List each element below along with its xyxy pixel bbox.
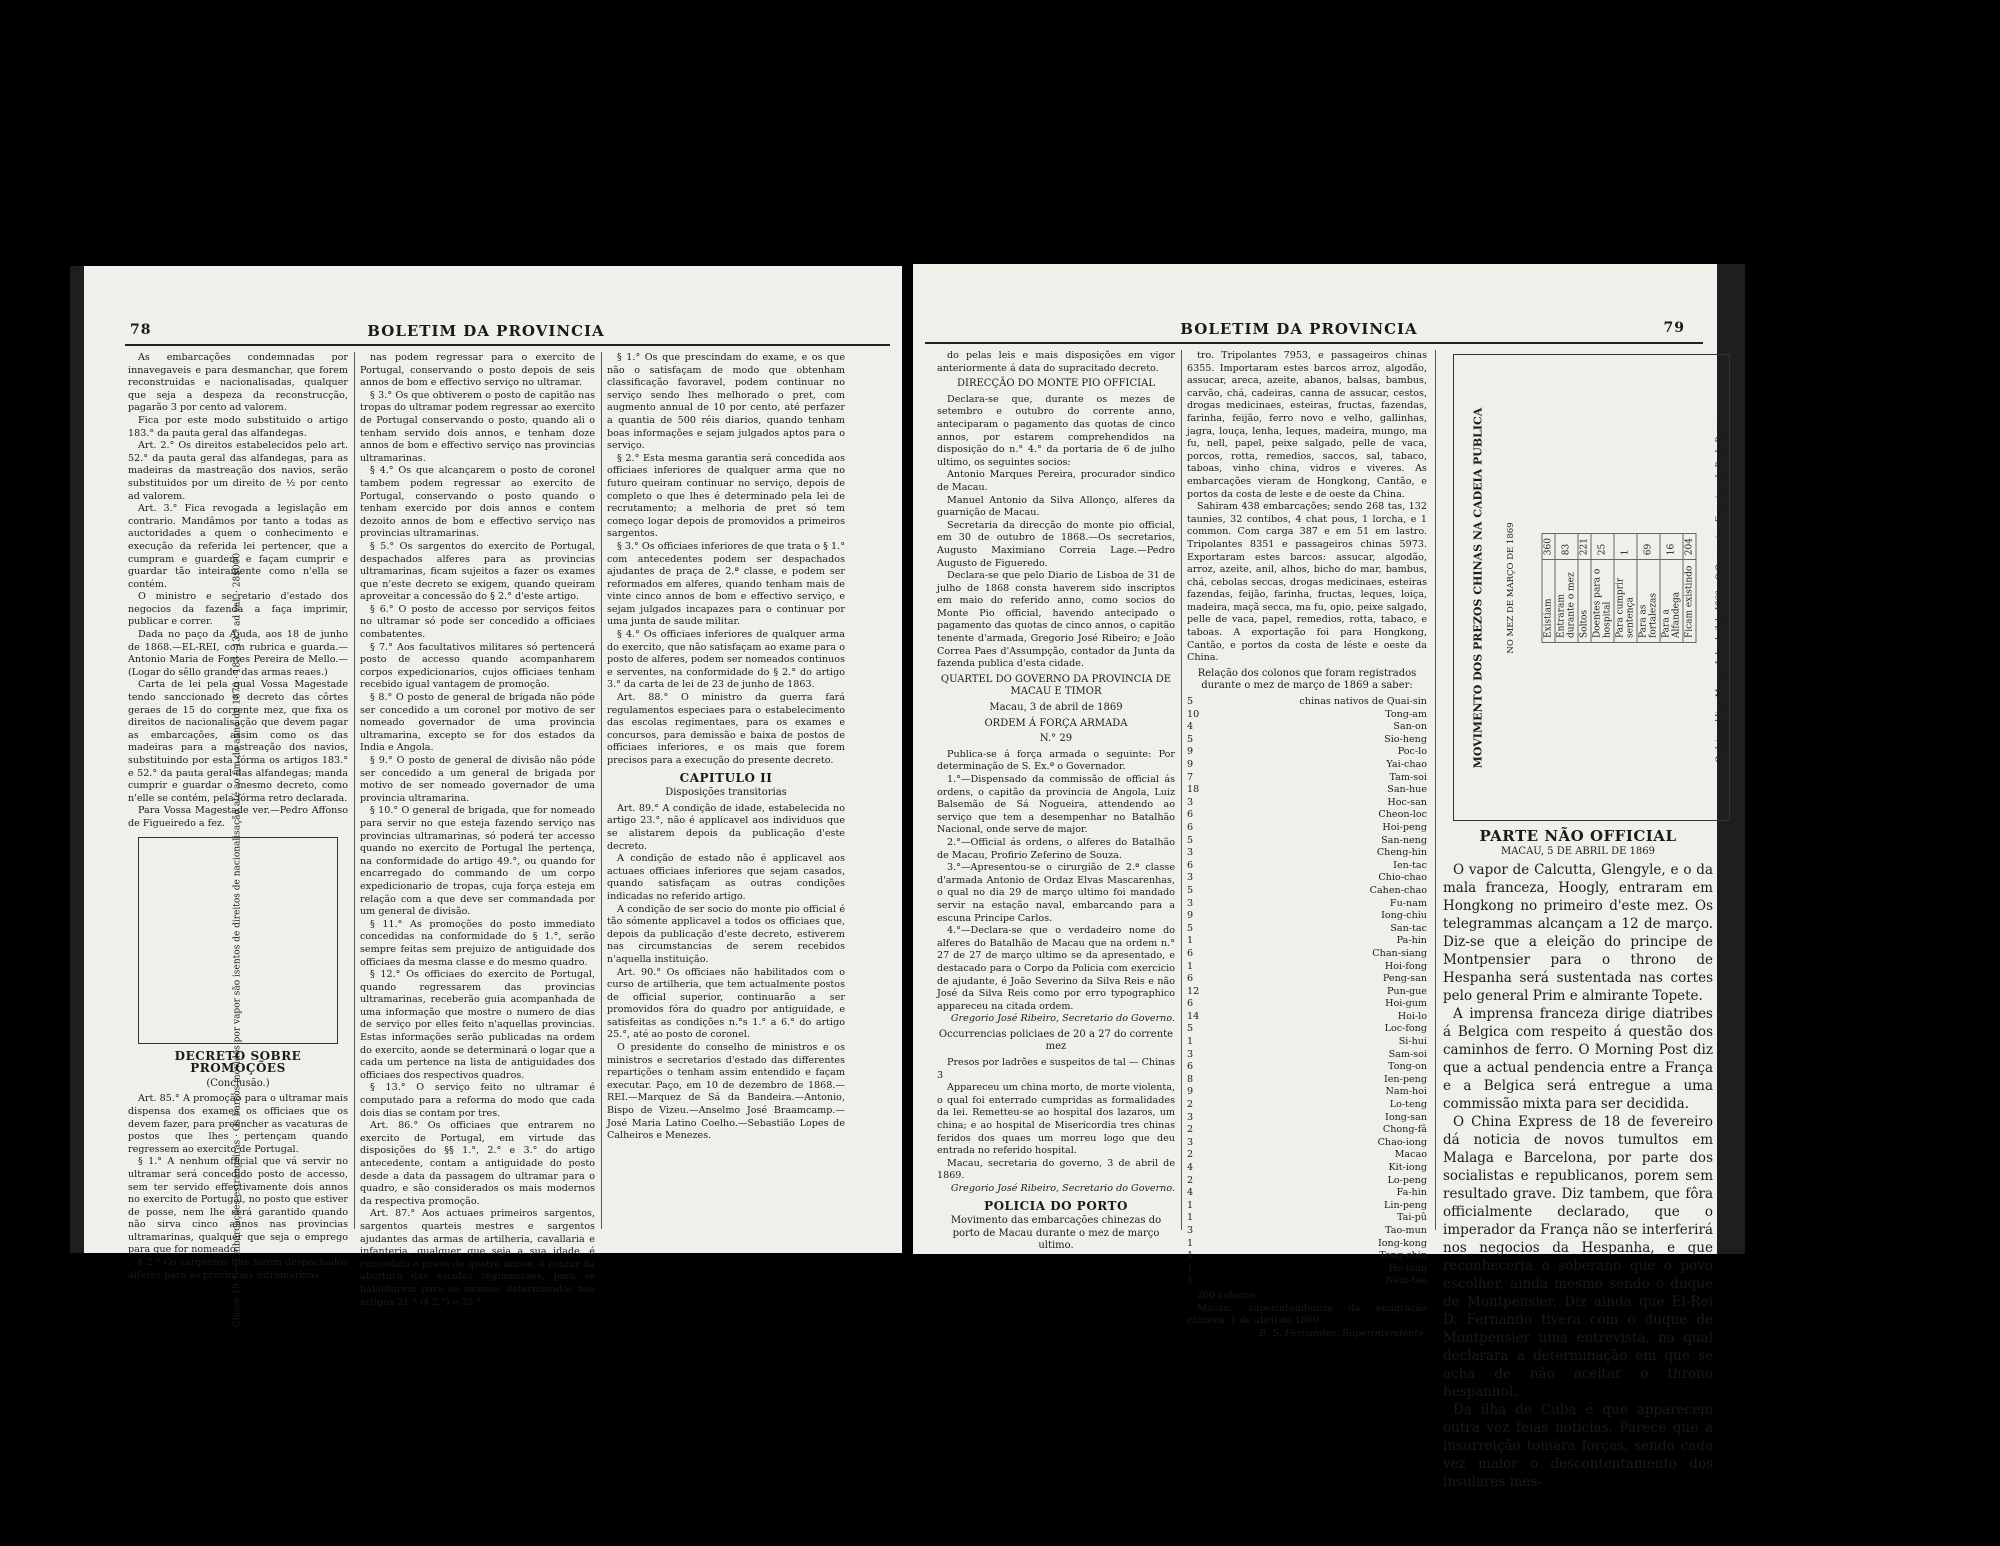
colonos-row bbox=[1187, 935, 1427, 948]
colonos-place: Iong-kong bbox=[1377, 1237, 1427, 1249]
ordem-number: N.° 29 bbox=[1039, 733, 1073, 745]
colonos-row bbox=[1187, 696, 1427, 709]
stat-cell-label: Para as fortalezas bbox=[1637, 559, 1660, 642]
paragraph: Secretaria da direcção do monte pio official, em 30 de outubro de 1868.—Os secretarios, Augusto Maximiano Correia Lage.—Pedro Augusto de Figueredo. bbox=[937, 519, 1175, 569]
stat-cell-total: 1 bbox=[1614, 533, 1637, 559]
chapter-title: CAPITULO II bbox=[679, 770, 773, 785]
colonos-count: 1 bbox=[1187, 1237, 1194, 1249]
signature: Gregorio José Ribeiro, Secretario do Governo. bbox=[950, 1183, 1175, 1194]
decree-title: DECRETO SOBRE PROMOÇÕES bbox=[174, 1048, 302, 1076]
colonos-count: 6 bbox=[1187, 821, 1194, 833]
colonos-place: chinas nativos de Quai-sin bbox=[1299, 696, 1427, 708]
colonos-row bbox=[1187, 948, 1427, 961]
colonos-place: Poc-lo bbox=[1397, 746, 1427, 758]
right-column-2 bbox=[1187, 350, 1427, 1339]
colonos-place: Loc-fong bbox=[1384, 1023, 1427, 1035]
left-header-title: BOLETIM DA PROVINCIA bbox=[367, 322, 605, 340]
colonos-row bbox=[1187, 910, 1427, 923]
colonos-row bbox=[1187, 1275, 1427, 1288]
colonos-row bbox=[1187, 885, 1427, 898]
colonos-count: 2 bbox=[1187, 1174, 1194, 1186]
colonos-row bbox=[1187, 872, 1427, 885]
paragraph: tro. Tripolantes 7953, e passageiros chinas 6355. Importaram estes barcos arroz, algodão, assucar, areca, azeite, abanos, balsas, bambus, carvão, chá, cadeiras, canna de assucar, cestos, drogas medicinaes, esteiras, fructas, fazendas, farinha, feijão, ferro novo e velho, gallinhas, jagra, louça, lenha, leques, madeira, mungo, ma fu, nell, papel, peixe salgado, pelle de vaca, porcos, rotta, remedios, saccos, sal, tabaco, taboas, vinho china, vidros e viveres. As embarcações vieram de Hongkong, Cantão, e portos da costa de leste e de oeste da China. bbox=[1187, 350, 1427, 500]
colonos-count: 12 bbox=[1187, 985, 1200, 997]
stat-cell-label: Soltos bbox=[1578, 559, 1591, 642]
colonos-place: Chong-fâ bbox=[1382, 1124, 1427, 1136]
ordem-title: ORDEM Á FORÇA ARMADA bbox=[984, 717, 1128, 729]
stat-subtitle: NO MEZ DE MARÇO DE 1869 bbox=[1506, 521, 1516, 654]
colonos-count: 1 bbox=[1187, 1262, 1194, 1274]
stat-row bbox=[1555, 533, 1578, 642]
paragraph: Art. 87.° Aos actuaes primeiros sargentos, sargentos quarteis mestres e sargentos ajudantes das armas de artilheria, cavallaria e infanteria, qualquer que seja a sua idade, é concedido o praso de quatro annos, a contar da abertura das escolas regimentaes, para se habilitarem para os exames determinados nos artigos 21.° (§ 2.°) e 35.° bbox=[360, 1208, 595, 1308]
paragraph: Presos por ladrões e suspeitos de tal — Chinas 3 bbox=[937, 1057, 1175, 1081]
colonos-count: 3 bbox=[1187, 1224, 1194, 1236]
stat-row bbox=[1683, 533, 1696, 642]
colonos-row bbox=[1187, 1011, 1427, 1024]
colonos-place: San-hue bbox=[1387, 784, 1427, 796]
colonos-count: 1 bbox=[1187, 1275, 1194, 1287]
stat-footer: Cadeia publica, Macau, 1 de abril de 1869.—O Carcereiro, Francisco de Paula Barros. bbox=[1714, 412, 1724, 763]
decree-subtitle: (Conclusão.) bbox=[206, 1077, 270, 1089]
paragraph: O ministro e secretario d'estado dos negocios da fazenda a faça imprimir, publicar e correr. bbox=[128, 591, 348, 628]
colonos-place: Sio-heng bbox=[1384, 733, 1427, 745]
paragraph: § 3.° Os officiaes inferiores de que trata o § 1.° com antecedentes podem ser despachados ajudantes de praça de 2.ª classe, e podem ser reformados em alferes, quando tenham mais de vinte cinco annos de bom e effectivo serviço, e sejam julgados incapazes para o continuar por uma junta de saude militar. bbox=[607, 540, 845, 628]
paragraph: § 4.° Os officiaes inferiores de qualquer arma do exercito, que não satisfaçam ao exame para o posto de alferes, podem ser nomeados continuos e serventes, na conformidade do § 2.° do artigo 3.° da carta de lei de 23 de junho de 1863. bbox=[607, 629, 845, 691]
colonos-row bbox=[1187, 1036, 1427, 1049]
colonos-row bbox=[1187, 847, 1427, 860]
colonos-count: 5 bbox=[1187, 884, 1194, 896]
colonos-place: Nam-hoi bbox=[1385, 1086, 1427, 1098]
paragraph: § 1.° Os que prescindam do exame, e os que não o satisfaçam de modo que obtenham classificação favoravel, podem continuar no serviço sendo lhes melhorado o pret, com augmento annual de 10 por cento, até perfazer a quantia de 500 réis diarios, quando tenham boas informações e sejam julgados aptos para o serviço. bbox=[607, 352, 845, 452]
colonos-count: 3 bbox=[1187, 897, 1194, 909]
colonos-count: 2 bbox=[1187, 1099, 1194, 1111]
colonos-row bbox=[1187, 1074, 1427, 1087]
stat-row bbox=[1591, 533, 1614, 642]
colonos-place: San-on bbox=[1393, 721, 1427, 733]
colonos-place: Si-hui bbox=[1398, 1036, 1427, 1048]
colonos-place: Kit-iong bbox=[1388, 1162, 1427, 1173]
stat-cell-total: 360 bbox=[1542, 533, 1555, 559]
colonos-place: Lin-peng bbox=[1384, 1199, 1427, 1211]
quartel-title: QUARTEL DO GOVERNO DA PROVINCIA DE MACAU E TIMOR bbox=[940, 673, 1172, 698]
colonos-place: Chan-siang bbox=[1372, 947, 1427, 959]
colonos-place: Peng-san bbox=[1382, 973, 1427, 985]
colonos-count: 6 bbox=[1187, 1061, 1194, 1073]
paragraph: Art. 90.° Os officiaes não habilitados com o curso de artilheria, que tem actualmente postos de official superior, continuarão a ser promovidos fóra do quadro por antiguidade, e satisfeitas as condições n.°s 1.° a 6.° do artigo 25.°, até ao posto de coronel. bbox=[607, 966, 845, 1041]
colonos-row bbox=[1187, 709, 1427, 722]
column-divider bbox=[354, 352, 355, 1229]
colonos-row bbox=[1187, 1225, 1427, 1238]
colonos-row bbox=[1187, 1112, 1427, 1125]
colonos-row bbox=[1187, 986, 1427, 999]
paragraph: Macau, secretaria do governo, 3 de abril de 1869. bbox=[937, 1157, 1175, 1182]
paragraph: Art. 86.° Os officiaes que entrarem no exercito de Portugal, em virtude das disposições do §§ 1.°, 2.° e 3.° do artigo antecedente, contam a antiguidade do posto desde a data da passagem do ultramar para o quadro, e são considerados os mais modernos da respectiva promoção. bbox=[360, 1120, 595, 1207]
colonos-place: Ien-tac bbox=[1393, 859, 1427, 871]
colonos-count: 3 bbox=[1187, 1111, 1194, 1123]
paragraph: do pelas leis e mais disposições em vigor anteriormente á data do supracitado decreto. bbox=[937, 350, 1175, 374]
colonos-place: Nam-tao bbox=[1385, 1275, 1427, 1287]
signature: B. S. Fernandes, Superintendente. bbox=[1259, 1327, 1427, 1339]
paragraph: 3.°—Apresentou-se o cirurgião de 2.ª classe d'armada Antonio de Ordaz Elvas Mascarenhas, o qual no dia 29 de março ultimo foi mandado servir na estação naval, embarcando para a escuna Principe Carlos. bbox=[937, 862, 1175, 924]
stat-cell-label: Para cumprir sentença bbox=[1614, 559, 1637, 642]
colonos-row bbox=[1187, 784, 1427, 797]
parte-title: PARTE NÃO OFFICIAL bbox=[1479, 827, 1677, 845]
stat-cell-label: Doentes para o hospital bbox=[1591, 559, 1614, 642]
parte-date: MACAU, 5 DE ABRIL DE 1869 bbox=[1500, 845, 1656, 857]
paragraph: Art. 89.° A condição de idade, estabelecida no artigo 23.°, não é applicavel aos individuos que se alistarem depois da publicação d'este decreto. bbox=[607, 802, 845, 852]
stat-cell-total: 83 bbox=[1555, 533, 1578, 559]
colonos-place: Fa-hin bbox=[1396, 1187, 1427, 1199]
colonos-count: 5 bbox=[1187, 696, 1194, 708]
paragraph: § 3.° Os que obtiverem o posto de capitão nas tropas do ultramar podem regressar ao exercito de Portugal conservando o posto, quando ali o tenham servido dois annos, e tenham doze annos de bom e effectivo serviço nas provincias ultramarinas. bbox=[360, 389, 595, 464]
stat-cell-total: 69 bbox=[1637, 533, 1660, 559]
stat-row bbox=[1614, 533, 1637, 642]
colonos-place: Pun-gue bbox=[1386, 985, 1427, 997]
paragraph: § 8.° O posto de general de brigada não póde ser concedido a um coronel por motivo de ser nomeado governador de uma provincia ultramarina, excepto se for dos estados da India e Angola. bbox=[360, 692, 595, 754]
colonos-row bbox=[1187, 1137, 1427, 1150]
colonos-place: Tong-on bbox=[1388, 1061, 1427, 1073]
left-column-2 bbox=[360, 352, 595, 1308]
right-header bbox=[913, 320, 1745, 342]
colonos-count: 6 bbox=[1187, 973, 1194, 985]
colonos-row bbox=[1187, 772, 1427, 785]
colonos-count: 3 bbox=[1187, 872, 1194, 884]
paragraph: § 11.° As promoções do posto immediato concedidas na conformidade do § 1.°, serão sempre feitas sem prejuizo de antiguidade dos officiaes da mesma classe e do mesmo quadro. bbox=[360, 918, 595, 968]
paragraph: Da ilha de Cuba é que apparecem outra vez feias noticias. Parece que a insurreição tomára forças, sendo cada vez maior o descontentamento dos insulares mes- bbox=[1443, 1402, 1713, 1491]
colonos-count: 4 bbox=[1187, 1162, 1194, 1173]
stat-cell-label: Existiam bbox=[1542, 559, 1555, 642]
colonos-row bbox=[1187, 1049, 1427, 1062]
colonos-count: 18 bbox=[1187, 784, 1200, 796]
colonos-place: Cheon-loc bbox=[1378, 809, 1427, 821]
paragraph: As embarcações condemnadas por innavegaveis e para desmanchar, que forem reconstruidas e nacionalisadas, qualquer que seja a despeza da reconstrucção, pagarão 3 por cento ad valorem. bbox=[128, 352, 348, 414]
paragraph: § 12.° Os officiaes do exercito de Portugal, quando regressarem das provincias ultramarinas, receberão guia acompanhada de uma informação que mostre o numero de dias de serviço por elles feito n'aquellas provincias. Estas informações serão publicadas na ordem do exercito, aonde se determinará o logar que a cada um pertence na lista de antiguidades dos officiaes dos respectivos quadros. bbox=[360, 969, 595, 1081]
colonos-place: Tai-pû bbox=[1396, 1212, 1427, 1224]
left-column-1 bbox=[128, 352, 348, 1328]
paragraph: Fica por este modo substituido o artigo 183.° da pauta geral das alfandegas. bbox=[128, 414, 348, 439]
colonos-count: 6 bbox=[1187, 998, 1194, 1010]
colonos-row bbox=[1187, 923, 1427, 936]
paragraph: Appareceu um china morto, de morte violenta, o qual foi enterrado cumpridas as formalidades da lei. Remetteu-se ao hospital dos lazaros, um china; e ao hospital de Misericordia tres chinas feridos dos quaes um morreu logo que deu entrada no referido hospital. bbox=[937, 1082, 1175, 1157]
stat-cell-label: Ficam existindo bbox=[1683, 559, 1696, 642]
colonos-row bbox=[1187, 734, 1427, 747]
colonos-count: 7 bbox=[1187, 771, 1194, 783]
paragraph: Declara-se que pelo Diario de Lisboa de 31 de julho de 1868 consta haverem sido inscriptos em maio do referido anno, como socios do Monte Pio official, havendo antecipado o pagamento das quotas de cinco annos, o capitão tenente d'armada, Gregorio José Ribeiro; e João Correa Paes d'Assumpção, contador da Junta da fazenda publica d'esta cidade. bbox=[937, 570, 1175, 670]
classe-19-table-text: Classe 19.ª — Embarcações estrangeiras · Os barcos movidos por vapor são isentos de direitos de nacionalisação até ao fim do anno de 1870 · 183 · 13.ª ad val. · 28$000 bbox=[232, 552, 243, 1328]
paragraph: § 10.° O general de brigada, que for nomeado para servir no que esteja fazendo serviço nas provincias ultramarinas, só poderá ter accesso quando no exercito de Portugal lhe pertença, na conformidade do artigo 49.°, ou quando for encarregado do commando de um corpo expedicionario de tropas, cuja força esteja em relação com a que deve ser commandada por um general de divisão. bbox=[360, 805, 595, 918]
paragraph: Carta de lei pela qual Vossa Magestade tendo sanccionado o decreto das côrtes geraes de 15 do corrente mez, que fixa os direitos de nacionalisação que devem pagar as embarcações, assim como os das madeiras para a mastreação dos navios, substituindo por esta fórma os artigos 183.° e 52.° da pauta geral das alfandegas; manda cumprir e guardar o mesmo decreto, como n'elle se contém, pela fórma retro declarada. bbox=[128, 679, 348, 804]
colonos-count: 9 bbox=[1187, 759, 1194, 770]
left-page bbox=[70, 266, 902, 1328]
colonos-place: Sam-soi bbox=[1388, 1048, 1427, 1060]
colonos-place: Hoi-lo bbox=[1397, 1010, 1427, 1022]
colonos-row bbox=[1187, 1175, 1427, 1188]
colonos-row bbox=[1187, 1263, 1427, 1276]
stat-grid bbox=[1542, 533, 1697, 643]
left-header bbox=[70, 322, 902, 344]
paragraph: 4.°—Declara-se que o verdadeiro nome do alferes do Batalhão de Macau que na ordem n.° 27 de 27 de março ultimo se da apresentado, e destacado para o Corpo da Policia com exercicio de ajudante, é João Severino da Silva Reis e não José da Silva Reis como por erro typographico appareceu na citada ordem. bbox=[937, 925, 1175, 1012]
ocorrencias-title: Occurrencias policiaes de 20 a 27 do corrente mez bbox=[938, 1028, 1174, 1053]
colonos-row bbox=[1187, 998, 1427, 1011]
chapter-subtitle: Disposições transitorias bbox=[665, 787, 787, 799]
colonos-row bbox=[1187, 1124, 1427, 1137]
right-header-rule bbox=[925, 342, 1703, 344]
colonos-row bbox=[1187, 1187, 1427, 1200]
colonos-place: Hoc-san bbox=[1387, 796, 1427, 808]
colonos-count: 1 bbox=[1187, 1199, 1194, 1211]
paragraph: Sahiram 438 embarcações; sendo 268 tas, 132 taunies, 32 contibos, 4 chat pous, 1 lorcha, e 1 common. Com carga 387 e em 51 em lastro. Tripolantes 8351 e passageiros chinas 5973. Exportaram estes barcos: assucar, algodão, arroz, azeite, anil, alhos, bicho do mar, bambus, chá, cebolas seccas, drogas medicinaes, esteiras fazendas, feijão, farinha, fructas, leques, loiça, madeira, maçã secca, ma fu, opio, peixe salgado, pelle de vaca, papel, remedios, rotta, tabaco, e taboas. A exportação foi para Hongkong, Cantão, e portos da costa de léste e oeste da China. bbox=[1187, 501, 1427, 664]
colonos-place: Tong-am bbox=[1385, 708, 1427, 720]
colonos-place: Yai-chao bbox=[1386, 759, 1427, 770]
stat-cell-total: 221 bbox=[1578, 533, 1591, 559]
colonos-row bbox=[1187, 1023, 1427, 1036]
colonos-place: Iong-chiu bbox=[1381, 910, 1427, 922]
paragraph: O vapor de Calcutta, Glengyle, e o da mala franceza, Hoogly, entraram em Hongkong no primeiro d'este mez. Os telegrammas alcançam a 12 de março. Diz-se que a eleição do principe de Montpensier para o throno de Hespanha será sustentada nas cortes pelo general Prim e almirante Topete. bbox=[1443, 862, 1713, 1005]
colonos-count: 2 bbox=[1187, 1149, 1194, 1161]
stat-cell-total: 204 bbox=[1683, 533, 1696, 559]
stat-cell-total: 25 bbox=[1591, 533, 1614, 559]
left-column-3 bbox=[607, 352, 845, 1229]
colonos-row bbox=[1187, 1212, 1427, 1225]
colonos-count: 5 bbox=[1187, 834, 1194, 846]
right-page-number: 79 bbox=[1663, 320, 1685, 336]
colonos-count: 10 bbox=[1187, 708, 1200, 720]
colonos-row bbox=[1187, 860, 1427, 873]
colonos-place: Lo-peng bbox=[1387, 1174, 1427, 1186]
colonos-count: 3 bbox=[1187, 1048, 1194, 1060]
paragraph: § 2.° Os sargentos que forem despachados alferes para as provincias ultramarinas bbox=[128, 1257, 348, 1281]
paragraph: § 7.° Aos facultativos militares só pertencerá posto de accesso quando acompanharem corpos expedicionarios, cujos officiaes tenham recebido igual vantagem de promoção. bbox=[360, 641, 595, 691]
colonos-list bbox=[1187, 696, 1427, 1288]
right-column-1 bbox=[937, 350, 1175, 1252]
paragraph: O presidente do conselho de ministros e os ministros e secretarios d'estado das differentes repartições o tenham assim entendido e façam executar. Paço, em 10 de dezembro de 1868.—REI.—Marquez de Sá da Bandeira.—Antonio, Bispo de Vizeu.—Anselmo José Braamcamp.—José Maria Latino Coelho.—Sebastião Lopes de Calheiros e Menezes. bbox=[607, 1042, 845, 1142]
colonos-row bbox=[1187, 835, 1427, 848]
paragraph: A condição de ser socio do monte pio official é tão sómente applicavel a todos os officiaes que, depois da publicação d'este decreto, estiverem nas circumstancias de serem recebidos n'aquella instituição. bbox=[607, 903, 845, 965]
colonos-count: 1 bbox=[1187, 1250, 1194, 1262]
paragraph: § 2.° Esta mesma garantia será concedida aos officiaes inferiores de qualquer arma que no futuro queiram continuar no serviço, depois de completo o que lhes é determinado pela lei de recrutamento; a melhoria de pret só tem começo logar depois de promovidos a primeiros sargentos. bbox=[607, 452, 845, 540]
colonos-count: 4 bbox=[1187, 1187, 1194, 1199]
left-binding-edge bbox=[70, 266, 84, 1253]
colonos-place: Iong-san bbox=[1385, 1111, 1427, 1123]
colonos-count: 6 bbox=[1187, 859, 1194, 871]
colonos-row bbox=[1187, 759, 1427, 772]
colonos-count: 1 bbox=[1187, 960, 1194, 972]
column-divider bbox=[601, 352, 602, 1229]
colonos-row bbox=[1187, 1250, 1427, 1263]
colonos-count: 9 bbox=[1187, 746, 1194, 758]
colonos-count: 14 bbox=[1187, 1010, 1200, 1022]
colonos-count: 9 bbox=[1187, 1086, 1194, 1098]
stat-cell-label: Entraram durante o mez bbox=[1555, 559, 1578, 642]
colonos-place: Chio-chao bbox=[1378, 872, 1427, 884]
stat-row bbox=[1637, 533, 1660, 642]
paragraph: A imprensa franceza dirige diatribes á Belgica com respeito á questão dos caminhos de ferro. O Morning Post diz que a actual pendencia entre a França e a Belgica será entregue a uma commissão mixta para ser decidida. bbox=[1443, 1006, 1713, 1113]
colonos-row bbox=[1187, 961, 1427, 974]
paragraph: Manuel Antonio da Silva Allonço, alferes da guarnição de Macau. bbox=[937, 494, 1175, 519]
colonos-place: Ho-iong bbox=[1388, 1262, 1427, 1274]
colonos-place: Hoi-peng bbox=[1382, 821, 1427, 833]
paragraph: Para Vossa Magestade ver.—Pedro Affonso de Figueiredo a fez. bbox=[128, 805, 348, 829]
colonos-row bbox=[1187, 822, 1427, 835]
stat-row bbox=[1578, 533, 1591, 642]
colonos-row bbox=[1187, 809, 1427, 822]
colonos-count: 3 bbox=[1187, 847, 1194, 859]
colonos-place: Pa-hin bbox=[1396, 935, 1427, 947]
paragraph: nas podem regressar para o exercito de Portugal, conservando o posto depois de seis annos de bom e effectivo serviço no ultramar. bbox=[360, 352, 595, 389]
right-column-3 bbox=[1443, 826, 1713, 1491]
paragraph: Art. 85.° A promoção para o ultramar mais dispensa dos exames os officiaes que os devem fazer, para preencher as vacaturas de postos que lhes pertençam quando regressem ao exercito de Portugal. bbox=[128, 1093, 348, 1155]
colonos-place: Tao-mun bbox=[1385, 1224, 1427, 1236]
paragraph: § 13.° O serviço feito no ultramar é computado para a reforma do modo que cada dois dias se contam por tres. bbox=[360, 1082, 595, 1119]
stat-cell-total: 16 bbox=[1660, 533, 1683, 559]
colonos-place: San-tac bbox=[1390, 922, 1427, 934]
colonos-count: 6 bbox=[1187, 947, 1194, 959]
colonos-place: Chao-iong bbox=[1377, 1136, 1427, 1148]
paragraph: Publica-se á força armada o seguinte: Por determinação de S. Ex.ª o Governador. bbox=[937, 748, 1175, 773]
colonos-place: Lo-teng bbox=[1389, 1099, 1427, 1111]
stat-cell-label: Para a Alfandega bbox=[1660, 559, 1683, 642]
colonos-count: 8 bbox=[1187, 1073, 1194, 1085]
colonos-place: Tam-soi bbox=[1389, 771, 1427, 783]
paragraph: § 5.° Os sargentos do exercito de Portugal, despachados alferes para as provincias ultramarinas, ficam sujeitos a fazer os exames que n'este decreto se exigem, quando queiram aproveitar a concessão do § 2.° d'este artigo. bbox=[360, 540, 595, 603]
paragraph: Art. 88.° O ministro da guerra fará regulamentos especiaes para o estabelecimento das escolas regimentaes, para os exames e concursos, para demissão e baixa de postos de officiaes inferiores, e os mais que forem precisos para a execução do presente decreto. bbox=[607, 692, 845, 766]
colonos-row bbox=[1187, 1238, 1427, 1251]
colonos-total: 200 colonos bbox=[1197, 1289, 1256, 1301]
paragraph: Dada no paço da Ajuda, aos 18 de junho de 1868.—EL-REI, com rubrica e guarda.—Antonio Maria de Fontes Pereira de Mello.—(Logar do sêllo grande das armas reaes.) bbox=[128, 629, 348, 678]
colonos-row bbox=[1187, 973, 1427, 986]
colonos-place: Hoi-gum bbox=[1385, 998, 1427, 1010]
stat-row bbox=[1660, 533, 1683, 642]
paragraph: Art. 3.° Fica revogada a legislação em contrario. Mandâmos por tanto a todas as auctoridades a quem o conhecimento e execução da referida lei pertencer, que a cumpram e guardem e façam cumprir e guardar tão inteiramente como n'ella se contém. bbox=[128, 503, 348, 590]
colonos-place: Hoi-fong bbox=[1384, 960, 1427, 972]
paragraph: § 1.° A nenhum official que vá servir no ultramar será concedido posto de accesso, sem ter servido effectivamente dois annos no exercito de Portugal, no posto que estiver de posse, nem lhe será garantido quando não sirva cinco annos nas provincias ultramarinas, qualquer que seja o emprego para que for nomeado. bbox=[128, 1156, 348, 1256]
colonos-count: 5 bbox=[1187, 733, 1194, 745]
colonos-row bbox=[1187, 1162, 1427, 1175]
colonos-row bbox=[1187, 1086, 1427, 1099]
colonos-row bbox=[1187, 721, 1427, 734]
colonos-count: 5 bbox=[1187, 1023, 1194, 1035]
paragraph: Art. 2.° Os direitos estabelecidos pelo art. 52.° da pauta geral das alfandegas, para as madeiras da mastreação dos navios, serão substituidos por um direito de ½ por cento ad valorem. bbox=[128, 440, 348, 502]
colonos-count: 1 bbox=[1187, 1212, 1194, 1224]
colonos-count: 5 bbox=[1187, 922, 1194, 934]
quartel-date: Macau, 3 de abril de 1869 bbox=[989, 702, 1123, 714]
colonos-place: Cahen-chao bbox=[1369, 884, 1427, 896]
colonos-count: 1 bbox=[1187, 1036, 1194, 1048]
colonos-row bbox=[1187, 1099, 1427, 1112]
colonos-place: Ien-peng bbox=[1383, 1073, 1427, 1085]
colonos-count: 6 bbox=[1187, 809, 1194, 821]
prisoners-statistics-table bbox=[1453, 354, 1730, 821]
paragraph: § 4.° Os que alcançarem o posto de coronel tambem podem regressar ao exercito de Portugal, conservando o posto quando o tenham exercido por dois annos e contem dezoito annos de bom e effectivo serviço nas provincias ultramarinas. bbox=[360, 465, 595, 540]
paragraph: 1.°—Dispensado da commissão de official ás ordens, o capitão da provincia de Angola, Luiz Balsemão de Sá Nogueira, attendendo ao serviço que tem a desempenhar no Batalhão Nacional, onde serve de major. bbox=[937, 774, 1175, 836]
colonos-row bbox=[1187, 746, 1427, 759]
colonos-place: San-neng bbox=[1381, 834, 1427, 846]
paragraph: Macau, superintendencia da emigração chineza, 1 de abril de 1869. bbox=[1187, 1302, 1427, 1327]
colonos-title: Relação dos colonos que foram registrados durante o mez de março de 1869 a saber: bbox=[1197, 667, 1417, 692]
colonos-row bbox=[1187, 1149, 1427, 1162]
colonos-count: 3 bbox=[1187, 796, 1194, 808]
paragraph: Declara-se que, durante os mezes de setembro e outubro do corrente anno, anteciparam o pagamento das quotas de cinco annos, por estarem comprehendidos na disposição do n.° 4.° da portaria de 6 de julho ultimo, os seguintes socios: bbox=[937, 393, 1175, 468]
colonos-place: Macao bbox=[1394, 1149, 1427, 1161]
colonos-place: Cheng-hin bbox=[1376, 847, 1427, 859]
colonos-row bbox=[1187, 898, 1427, 911]
right-page bbox=[913, 264, 1745, 1491]
colonos-row bbox=[1187, 1200, 1427, 1213]
policia-subtitle: Movimento das embarcações chinezas do porto de Macau durante o mez de março ultimo. bbox=[950, 1215, 1162, 1252]
monte-pio-title: DIRECÇÃO DO MONTE PIO OFFICIAL bbox=[957, 378, 1155, 390]
signature: Gregorio José Ribeiro, Secretario do Governo. bbox=[950, 1013, 1175, 1025]
paragraph: O China Express de 18 de fevereiro dá noticia de novos tumultos em Malaga e Barcelona, por parte dos socialistas e republicanos, porem sem resultado grave. Diz tambem, que fôra officialmente declarado, que o imperador da França não se interferirá nos negocios da Hespanha, e que reconheceria o soberano que o povo escolher, ainda mesmo sendo o duque de Montpensier. Diz ainda que El-Rei D. Fernando tivera com o duque de Montpensier uma entrevista, na qual declarára a determinação em que se acha de não aceitar o throno hespanhol. bbox=[1443, 1114, 1713, 1401]
colonos-count: 3 bbox=[1187, 1136, 1194, 1148]
paragraph: § 9.° O posto de general de divisão não póde ser concedido a um general de brigada por motivo de ser nomeado governador de uma provincia ultramarina. bbox=[360, 755, 595, 804]
paragraph: § 6.° O posto de accesso por serviços feitos no ultramar só pode ser concedido a officiaes combatentes. bbox=[360, 603, 595, 641]
policia-title: POLICIA DO PORTO bbox=[984, 1198, 1128, 1213]
colonos-count: 4 bbox=[1187, 721, 1194, 733]
colonos-place: Tong-chin bbox=[1379, 1250, 1427, 1262]
colonos-count: 2 bbox=[1187, 1124, 1194, 1136]
column-divider bbox=[1435, 350, 1436, 1230]
colonos-row bbox=[1187, 1061, 1427, 1074]
stat-title: MOVIMENTO DOS PREZOS CHINAS NA CADEIA PUBLICA bbox=[1471, 407, 1485, 768]
colonos-count: 1 bbox=[1187, 935, 1194, 947]
colonos-count: 9 bbox=[1187, 910, 1194, 922]
column-divider bbox=[1181, 350, 1182, 1230]
right-header-title: BOLETIM DA PROVINCIA bbox=[1180, 320, 1418, 338]
paragraph: A condição de estado não é applicavel aos actuaes officiaes inferiores que sejam casados, quando satisfaçam as outras condições indicadas no referido artigo. bbox=[607, 853, 845, 902]
paragraph: 2.°—Official ás ordens, o alferes do Batalhão de Macau, Profirio Zeferino de Souza. bbox=[937, 836, 1175, 861]
stat-row bbox=[1542, 533, 1555, 642]
left-header-rule bbox=[125, 344, 890, 346]
paragraph: Antonio Marques Pereira, procurador sindico de Macau. bbox=[937, 469, 1175, 493]
left-page-number: 78 bbox=[130, 322, 152, 338]
colonos-row bbox=[1187, 797, 1427, 810]
colonos-place: Fu-nam bbox=[1389, 897, 1427, 909]
